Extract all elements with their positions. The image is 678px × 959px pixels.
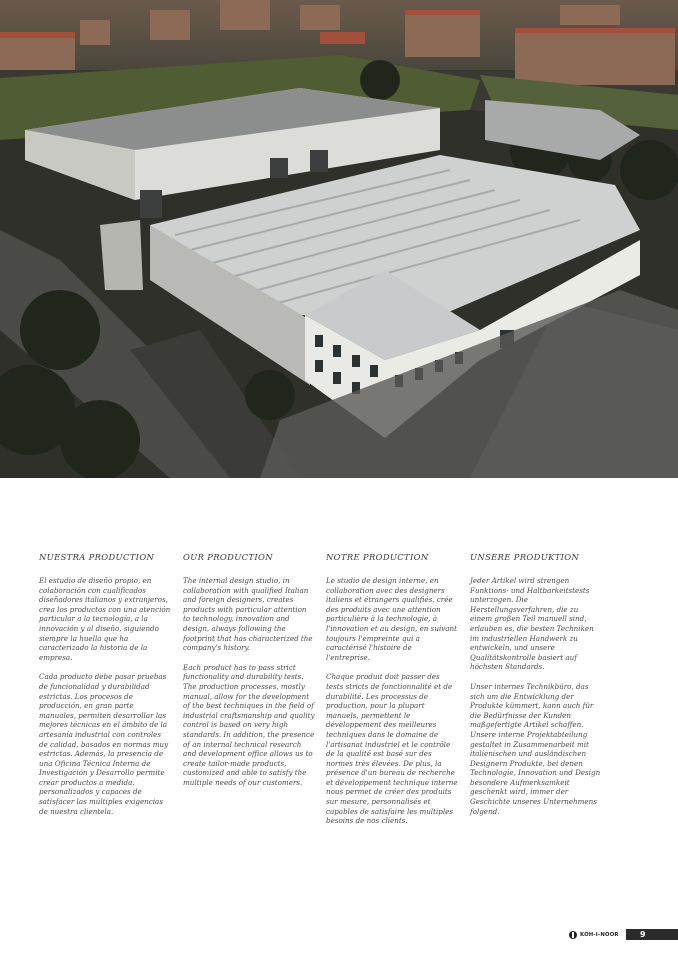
brand-name: KOH-I-NOOR: [580, 931, 619, 938]
column-paragraph: Chaque produit doit passer des tests stricts de fonctionnalité et de durabilité. Les processus de production, pour la plupart manuels, permettent le développement des meilleures techniques dans le domaine de l'artisanat industriel et le contrôle de la qualité est basé sur des normes très élevées. De plus, la présence d'un bureau de recherche et développement technique interne nous permet de créer des produits sur mesure, personnalisés et capables de satisfaire les multiples besoins de nos clients.: [326, 672, 458, 826]
brand-mark-icon: [569, 931, 577, 939]
column-paragraph: Cada producto debe pasar pruebas de funcionalidad y durabilidad estrictas. Los procesos de producción, en gran parte manuales, permiten desarrollar las mejores técnicas en el ámbito de la artesanía industrial con controles de calidad, basados en normas muy estrictas. Además, la presencia de una Oficina Técnica Interna de Investigación y Desarrollo permite crear productos a medida, personalizados y capaces de satisfacer las múltiples exigencias de nuestra clientela.: [39, 672, 169, 816]
page-footer: [566, 929, 678, 940]
hero-photo: [0, 0, 678, 478]
column-paragraph: Le studio de design interne, en collaboration avec des designers italiens et étrangers qualifiés, crée des produits avec une attention particulière à la technologie, à l'innovation et au design, en suivant toujours l'empreinte qui a caractérisé l'histoire de l'entreprise.: [326, 576, 457, 662]
factory-aerial-illustration: [0, 0, 678, 478]
column-paragraph: Jeder Artikel wird strengen Funktions- und Haltbarkeitstests unterzogen. Die Herstellungsverfahren, die zu einem großen Teil manuell sind, erlauben es, die besten Techniken im industriellen Handwerk zu entwickeln, und unsere Qualitätskontrolle basiert auf höchsten Standards.: [470, 576, 594, 672]
brand-logo: [569, 929, 619, 940]
column-heading: OUR PRODUCTION: [183, 552, 273, 562]
column-paragraph: The internal design studio, in collaboration with qualified Italian and foreign designers, creates products with particular attention to technology, innovation and design, always following the footprint that has characterized the company's history.: [183, 576, 313, 653]
page-number: 9: [626, 929, 678, 940]
column-paragraph: Unser internes Technikbüro, das sich um die Entwicklung der Produkte kümmert, kann auch für die Bedürfnisse der Kunden maßgefertigte Artikel schaffen. Unsere interne Projektabteilung gestaltet in Zusammenarbeit mit italienischen und ausländischen Designern Produkte, bei denen Technologie, Innovation und Design besondere Aufmerksamkeit geschenkt wird, immer der Geschichte unseres Unternehmens folgend.: [470, 681, 601, 816]
column-french: [326, 552, 458, 836]
column-paragraph: El estudio de diseño propio, en colaboración con cualificados diseñadores italianos y extranjeros, crea los productos con una atención particular a la tecnología, a la innovación y al diseño, siguiendo siempre la huella que ha caracterizado la historia de la empresa.: [39, 576, 171, 662]
column-paragraph: Each product has to pass strict functionality and durability tests. The production processes, mostly manual, allow for the development of the best techniques in the field of industrial craftsmanship and quality control is based on very high standards. In addition, the presence of an internal technical research and development office allows us to create tailor-made products, customized and able to satisfy the multiple needs of our customers.: [183, 662, 315, 787]
column-english: [183, 552, 315, 797]
text-columns: [39, 552, 649, 852]
column-heading: NUESTRA PRODUCTION: [39, 552, 155, 562]
column-heading: UNSERE PRODUKTION: [470, 552, 580, 562]
column-heading: NOTRE PRODUCTION: [326, 552, 429, 562]
column-spanish: [39, 552, 171, 826]
column-german: [470, 552, 602, 826]
